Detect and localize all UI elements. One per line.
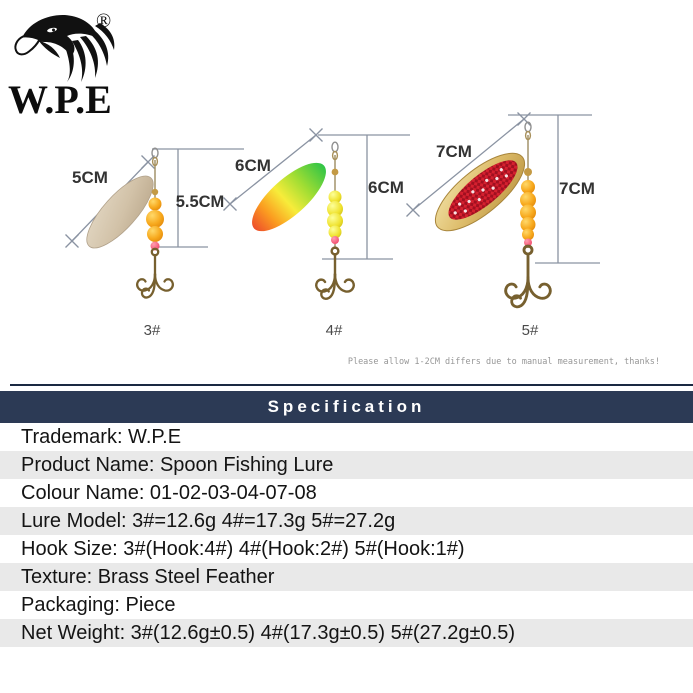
specification-title: Specification [267,397,426,416]
spec-row-packaging: Packaging: Piece [0,591,693,619]
length-dim-label: 5.5CM [175,193,225,211]
spec-row-trademark: Trademark: W.P.E [0,423,693,451]
divider-line [10,384,693,386]
registered-trademark-symbol: ® [96,10,112,32]
beads [146,198,164,251]
specification-table [0,423,693,647]
spec-row-colour-name: Colour Name: 01-02-03-04-07-08 [0,479,693,507]
specification-header [0,391,693,423]
lure-size-label: 4# [325,322,343,339]
spec-row-hook-size: Hook Size: 3#(Hook:4#) 4#(Hook:2#) 5#(Hook:1#) [0,535,693,563]
lure-size-diagram [0,0,693,345]
treble-hook-icon [506,246,551,307]
lure-5 [424,122,595,339]
beads [520,180,536,247]
length-dim-label: 6CM [368,178,404,197]
measurement-note: Please allow 1-2CM differs due to manual measurement, thanks! [347,357,660,367]
treble-hook-icon [137,249,173,298]
lure-4 [235,142,404,339]
lure-size-label: 3# [143,322,161,339]
lure-3 [72,148,224,339]
blade-dim-label: 7CM [436,142,472,161]
treble-hook-icon [316,248,353,299]
brand-logo-text: W.P.E [8,77,112,122]
spec-row-product-name: Product Name: Spoon Fishing Lure [0,451,693,479]
lure-size-label: 5# [521,322,539,339]
beads [327,191,343,245]
blade-dim-label: 6CM [235,156,271,175]
length-dim-label: 7CM [559,179,595,198]
blade-dim-label: 5CM [72,168,108,187]
spec-row-lure-model: Lure Model: 3#=12.6g 4#=17.3g 5#=27.2g [0,507,693,535]
spec-row-texture: Texture: Brass Steel Feather [0,563,693,591]
spec-row-net-weight: Net Weight: 3#(12.6g±0.5) 4#(17.3g±0.5) 5#(27.2g±0.5) [0,619,693,647]
